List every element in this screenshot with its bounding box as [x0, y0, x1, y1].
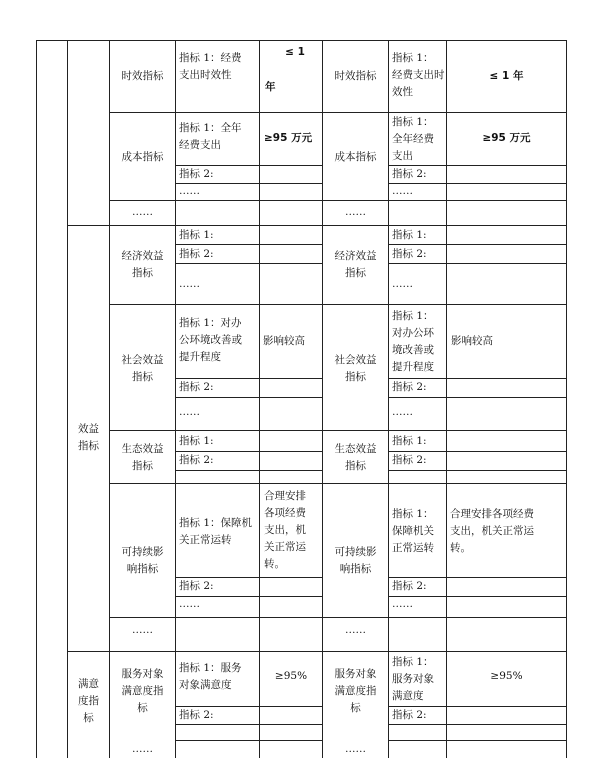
sustainable-value-right: 合理安排各项经费 支出，机关正常运 转。	[450, 508, 534, 554]
benefit-more-right: ……	[345, 624, 366, 636]
social-category-left: 社会效益 指标	[121, 354, 164, 383]
table-border	[388, 470, 567, 471]
table-border	[175, 244, 323, 245]
table-border	[175, 740, 323, 741]
table-border	[388, 740, 567, 741]
cost-value-right: ≥95 万元	[482, 132, 531, 144]
social-indicator2-left: 指标 2:	[179, 381, 214, 393]
sustainable-indicator-right: 指标 1： 保障机关 正常运转	[392, 508, 434, 554]
cost-indicator2-left: 指标 2:	[179, 168, 214, 180]
table-border	[36, 40, 567, 41]
social-value-right: 影响较高	[451, 335, 493, 347]
sustainable-indicator2-left: 指标 2:	[179, 580, 214, 592]
table-border	[175, 397, 323, 398]
benefit-more-left: ……	[132, 624, 153, 636]
ecological-indicator2-right: 指标 2:	[392, 454, 427, 466]
satisfaction-group-label: 满意 度指 标	[78, 678, 99, 724]
table-border	[388, 244, 567, 245]
economic-category-right: 经济效益 指标	[334, 250, 377, 279]
social-category-right: 社会效益 指标	[334, 354, 377, 383]
sustainable-value-left: 合理安排 各项经费 支出，机 关正常运 转。	[264, 490, 306, 570]
time-value-right: ≤ 1 年	[489, 70, 524, 82]
table-border	[109, 617, 567, 618]
sustainable-category-right: 可持续影 响指标	[334, 546, 377, 575]
sustainable-category-left: 可持续影 响指标	[121, 546, 164, 575]
cost-ellipsis-right: ……	[392, 185, 413, 197]
more-left: ……	[132, 206, 153, 218]
economic-indicator1-right: 指标 1:	[392, 229, 427, 241]
cost-indicator-right: 指标 1： 全年经费 支出	[392, 116, 434, 162]
economic-indicator2-left: 指标 2:	[179, 248, 214, 260]
table-border	[109, 430, 567, 431]
table-border	[109, 483, 567, 484]
economic-indicator2-right: 指标 2:	[392, 248, 427, 260]
cost-indicator-left: 指标 1：全年 经费支出	[179, 122, 242, 151]
cost-category-right: 成本指标	[334, 151, 377, 163]
table-border	[109, 304, 567, 305]
benefit-group-label: 效益 指标	[78, 423, 99, 452]
table-border	[109, 112, 567, 113]
satisfaction-value-right: ≥95%	[490, 670, 523, 682]
cost-indicator2-right: 指标 2:	[392, 168, 427, 180]
cost-value-left: ≥95 万元	[264, 132, 313, 144]
table-border	[175, 470, 323, 471]
social-indicator-left: 指标 1：对办 公环境改善或 提升程度	[179, 317, 242, 363]
social-ellipsis-right: ……	[392, 406, 413, 418]
cost-category-left: 成本指标	[121, 151, 164, 163]
time-value-left: ≤ 1 年	[265, 46, 305, 93]
table-border	[175, 724, 323, 725]
economic-ellipsis-left: ……	[179, 278, 200, 290]
satisfaction-indicator-left: 指标 1：服务 对象满意度	[179, 662, 242, 691]
economic-indicator1-left: 指标 1:	[179, 229, 214, 241]
satisfaction-indicator2-left: 指标 2:	[179, 709, 214, 721]
social-value-left: 影响较高	[263, 335, 305, 347]
table-border	[388, 183, 567, 184]
table-border	[388, 596, 567, 597]
sustainable-indicator2-right: 指标 2:	[392, 580, 427, 592]
table-border	[388, 724, 567, 725]
time-indicator-right: 指标 1： 经费支出时 效性	[392, 52, 445, 98]
table-border	[36, 40, 37, 758]
ecological-category-left: 生态效益 指标	[121, 443, 164, 472]
social-indicator-right: 指标 1： 对办公环 境改善或 提升程度	[392, 310, 434, 373]
table-border	[109, 200, 567, 201]
satisfaction-value-left: ≥95%	[274, 670, 308, 682]
table-border	[388, 263, 567, 264]
ecological-indicator1-right: 指标 1:	[392, 435, 427, 447]
sustainable-ellipsis-left: ……	[179, 598, 200, 610]
ecological-indicator2-left: 指标 2:	[179, 454, 214, 466]
ecological-indicator1-left: 指标 1:	[179, 435, 214, 447]
sustainable-indicator-left: 指标 1：保障机 关正常运转	[179, 517, 253, 546]
satisfaction-indicator-right: 指标 1： 服务对象 满意度	[392, 656, 434, 702]
table-border	[388, 397, 567, 398]
more-right: ……	[345, 206, 366, 218]
time-category-right: 时效指标	[334, 70, 377, 82]
ecological-category-right: 生态效益 指标	[334, 443, 377, 472]
table-border	[175, 263, 323, 264]
table-border	[67, 651, 567, 652]
satisfaction-indicator2-right: 指标 2:	[392, 709, 427, 721]
economic-category-left: 经济效益 指标	[121, 250, 164, 279]
satisfaction-more-right: ……	[345, 743, 366, 755]
social-ellipsis-left: ……	[179, 406, 200, 418]
table-border	[67, 225, 567, 226]
satisfaction-more-left: ……	[132, 743, 153, 755]
time-category-left: 时效指标	[121, 70, 164, 82]
satisfaction-category-left: 服务对象 满意度指 标	[121, 668, 164, 714]
economic-ellipsis-right: ……	[392, 278, 413, 290]
cost-ellipsis-left: ……	[179, 185, 200, 197]
satisfaction-category-right: 服务对象 满意度指 标	[334, 668, 377, 714]
time-indicator-left: 指标 1：经费 支出时效性	[179, 52, 242, 81]
social-indicator2-right: 指标 2:	[392, 381, 427, 393]
sustainable-ellipsis-right: ……	[392, 598, 413, 610]
